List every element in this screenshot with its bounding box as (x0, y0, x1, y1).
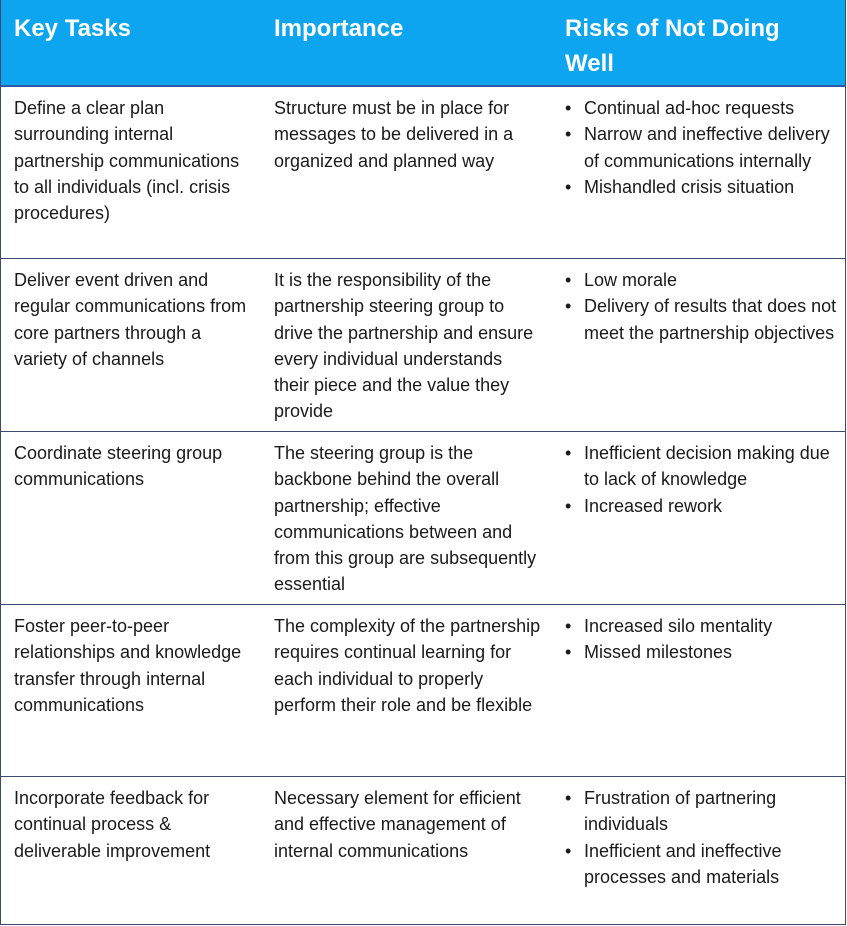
risks-list (564, 95, 839, 200)
bullet-icon: • (565, 98, 572, 118)
header-risks: Risks of Not Doing Well (565, 15, 780, 77)
task-cell: Coordinate steering group communications (14, 443, 223, 490)
bullet-icon: • (565, 443, 572, 463)
risk-text: Inefficient and ineffective processes and materials (584, 840, 782, 887)
bullet-icon: • (565, 124, 572, 145)
table-row (1, 432, 845, 605)
risks-list (564, 267, 839, 346)
list-item (564, 838, 839, 891)
list-item (564, 293, 839, 346)
risk-text: Narrow and ineffective delivery of communications internally (584, 124, 830, 171)
risk-text: Continual ad-hoc requests (584, 98, 795, 118)
task-cell: Deliver event driven and regular communications from core partners through a variety of channels (14, 270, 247, 369)
table-header (1, 0, 845, 87)
risks-list (564, 440, 839, 519)
list-item (564, 440, 839, 493)
task-cell: Foster peer-to-peer relationships and knowledge transfer through internal communications (14, 616, 242, 715)
list-item (564, 639, 839, 665)
risks-list (564, 785, 839, 890)
importance-cell: It is the responsibility of the partnership steering group to drive the partnership and ensure every individual understands their piece and the value they provide (274, 270, 534, 422)
table-row (1, 259, 845, 432)
risk-text: Mishandled crisis situation (584, 176, 795, 197)
bullet-icon: • (565, 616, 572, 636)
list-item (564, 785, 839, 838)
risk-text: Inefficient decision making due to lack of knowledge (584, 443, 830, 490)
header-key-tasks: Key Tasks (14, 15, 131, 42)
bullet-icon: • (565, 788, 572, 808)
bullet-icon: • (565, 495, 572, 516)
table-row (1, 777, 845, 924)
bullet-icon: • (565, 642, 572, 663)
risk-text: Frustration of partnering individuals (584, 788, 777, 835)
risks-list (564, 613, 839, 666)
bullet-icon: • (565, 840, 572, 861)
header-importance: Importance (274, 15, 404, 42)
task-cell: Incorporate feedback for continual process & deliverable improvement (14, 788, 211, 861)
bullet-icon: • (565, 270, 572, 290)
bullet-icon: • (565, 296, 572, 317)
risk-text: Delivery of results that does not meet the partnership objectives (584, 296, 837, 343)
importance-cell: Necessary element for efficient and effective management of internal communications (274, 788, 521, 861)
risk-text: Low morale (584, 270, 678, 290)
table-row (1, 605, 845, 777)
bullet-icon: • (565, 176, 572, 197)
list-item (564, 493, 839, 519)
table-row (1, 87, 845, 259)
list-item (564, 95, 839, 121)
importance-cell: The steering group is the backbone behind the overall partnership; effective communications between and from this group are subsequently essential (274, 443, 537, 595)
importance-cell: Structure must be in place for messages to be delivered in a organized and planned way (274, 98, 514, 171)
list-item (564, 121, 839, 174)
risk-text: Increased silo mentality (584, 616, 773, 636)
importance-cell: The complexity of the partnership requires continual learning for each individual to properly perform their role and be flexible (274, 616, 541, 715)
risk-text: Missed milestones (584, 642, 733, 663)
list-item (564, 174, 839, 200)
task-cell: Define a clear plan surrounding internal partnership communications to all individuals (incl. crisis procedures) (14, 98, 240, 224)
risk-text: Increased rework (584, 495, 723, 516)
list-item (564, 613, 839, 639)
list-item (564, 267, 839, 293)
